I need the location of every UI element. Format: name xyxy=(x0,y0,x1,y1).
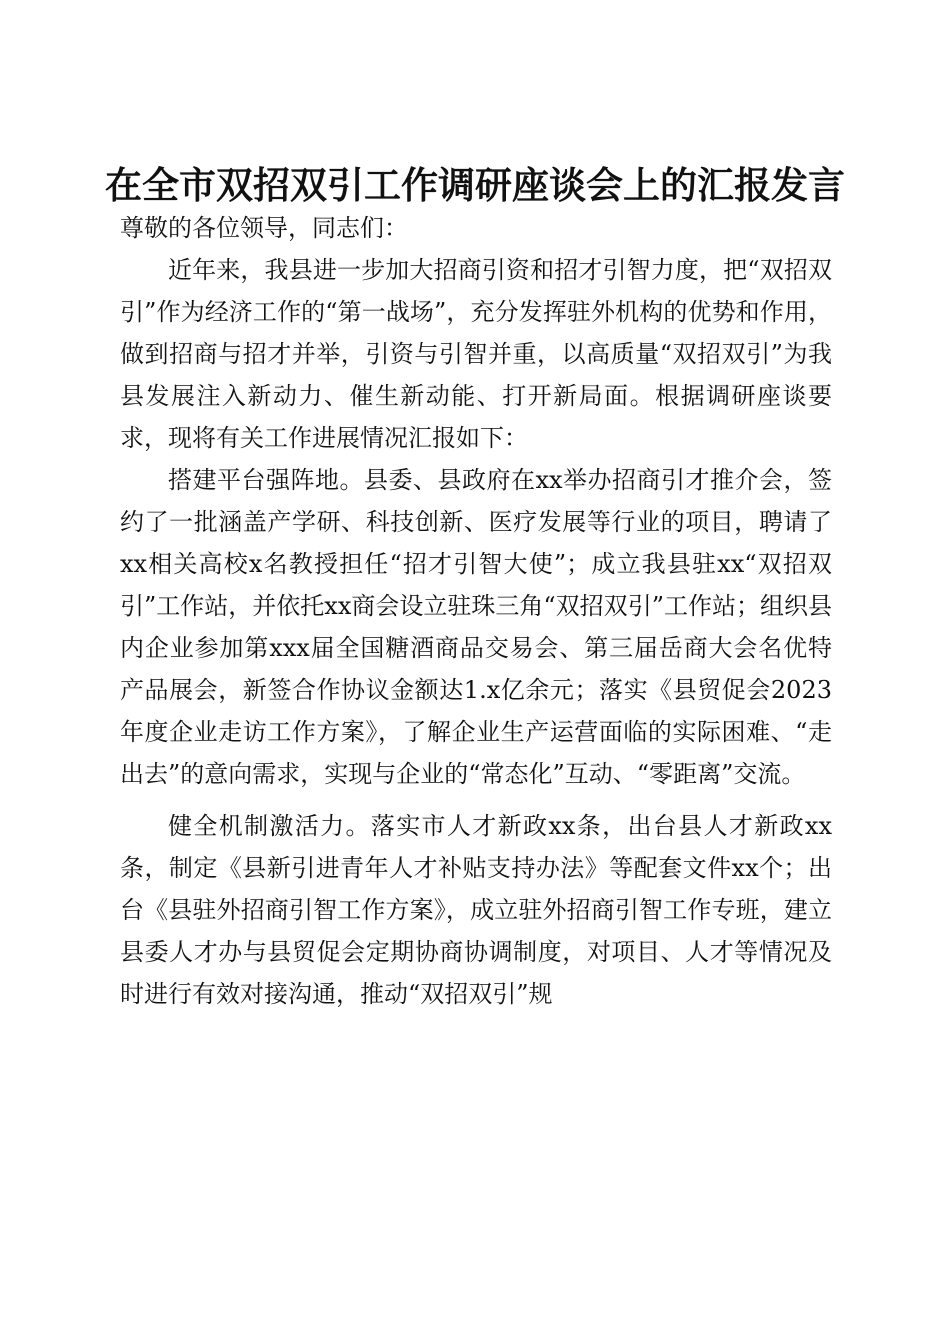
paragraph-platform: 搭建平台强阵地。县委、县政府在xx举办招商引才推介会，签约了一批涵盖产学研、科技创新、医疗发展等行业的项目，聘请了xx相关高校x名教授担任“招才引智大使”；成立我县驻xx“双招双引”工作站，并依托xx商会设立驻珠三角“双招双引”工作站；组织县内企业参加第xxx届全国糖酒商品交易会、第三届岳商大会名优特产品展会，新签合作协议金额达1.x亿余元；落实《县贸促会2023年度企业走访工作方案》，了解企业生产运营面临的实际困难、“走出去”的意向需求，实现与企业的“常态化”互动、“零距离”交流。 xyxy=(120,466,832,788)
paragraph-mechanism: 健全机制激活力。落实市人才新政xx条，出台县人才新政xx条，制定《县新引进青年人才补贴支持办法》等配套文件xx个；出台《县驻外招商引智工作方案》，成立驻外招商引智工作专班，建立县委人才办与县贸促会定期协商协调制度，对项目、人才等情况及时进行有效对接沟通，推动“双招双引”规 xyxy=(120,812,832,1008)
salutation: 尊敬的各位领导，同志们： xyxy=(120,214,408,242)
document-body xyxy=(120,207,832,1015)
document-title: 在全市双招双引工作调研座谈会上的汇报发言 xyxy=(105,162,845,207)
paragraph-intro: 近年来，我县进一步加大招商引资和招才引智力度，把“双招双引”作为经济工作的“第一战场”，充分发挥驻外机构的优势和作用，做到招商与招才并举，引资与引智并重，以高质量“双招双引”为我县发展注入新动力、催生新动能、打开新局面。根据调研座谈要求，现将有关工作进展情况汇报如下： xyxy=(120,256,832,452)
